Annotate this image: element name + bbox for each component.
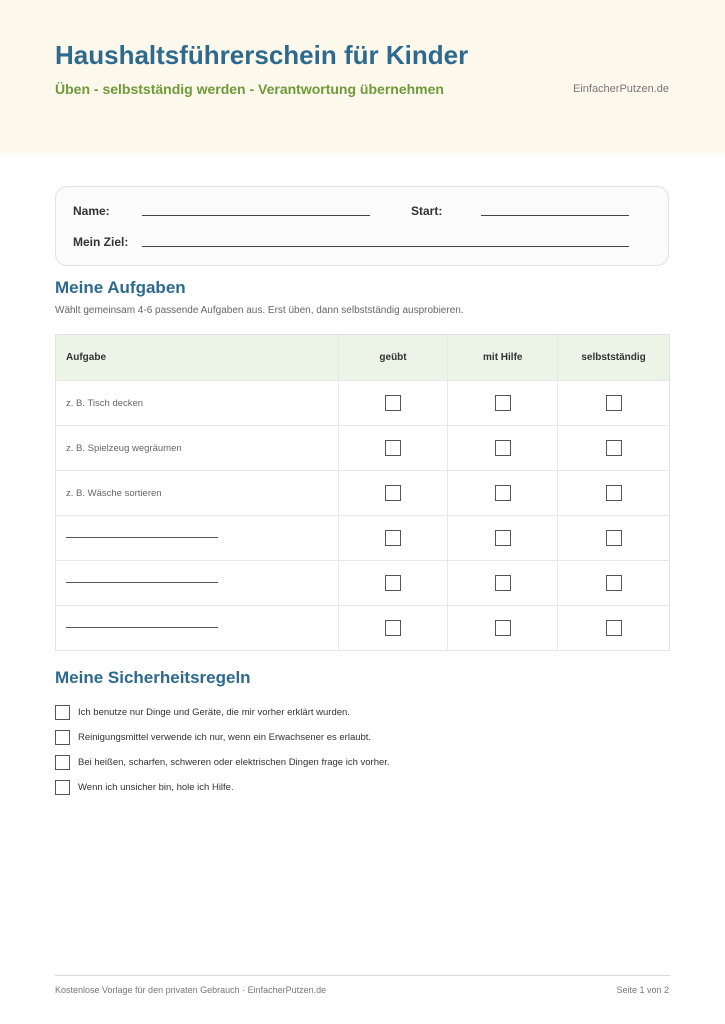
tasks-heading: Meine Aufgaben: [55, 278, 186, 297]
checkbox-with-help[interactable]: [495, 530, 511, 546]
column-header-with-help: mit Hilfe: [448, 335, 558, 381]
checkbox-independent[interactable]: [606, 395, 622, 411]
status-cell-independent: [558, 516, 670, 561]
brand-text: EinfacherPutzen.de: [572, 83, 669, 95]
checkbox-independent[interactable]: [606, 530, 622, 546]
rule-text: Wenn ich unsicher bin, hole ich Hilfe.: [78, 782, 234, 793]
checkbox-practiced[interactable]: [385, 530, 401, 546]
info-box: [55, 186, 669, 266]
goal-label: Mein Ziel:: [73, 235, 129, 249]
column-header-practiced: geübt: [338, 335, 448, 381]
checkbox-practiced[interactable]: [385, 575, 401, 591]
table-row: [56, 426, 670, 471]
safety-rule: [55, 730, 371, 745]
task-blank-line[interactable]: [66, 537, 218, 538]
name-label: Name:: [73, 204, 110, 218]
rule-checkbox[interactable]: [55, 780, 70, 795]
rule-checkbox[interactable]: [55, 755, 70, 770]
checkbox-practiced[interactable]: [385, 485, 401, 501]
footer-divider: [55, 975, 670, 976]
status-cell-with-help: [448, 516, 558, 561]
rules-heading: Meine Sicherheitsregeln: [55, 668, 251, 687]
status-cell-practiced: [338, 516, 448, 561]
task-cell: [56, 561, 339, 606]
rule-checkbox[interactable]: [55, 730, 70, 745]
start-label: Start:: [411, 204, 443, 218]
checkbox-practiced[interactable]: [385, 620, 401, 636]
status-cell-with-help: [448, 381, 558, 426]
table-row: [56, 381, 670, 426]
task-label: z. B. Spielzeug wegräumen: [66, 442, 182, 454]
table-row: [56, 516, 670, 561]
goal-field[interactable]: [142, 246, 629, 247]
checkbox-with-help[interactable]: [495, 485, 511, 501]
task-cell: [56, 516, 339, 561]
status-cell-with-help: [448, 606, 558, 651]
column-header-task: Aufgabe: [56, 335, 339, 381]
footer-note: Kostenlose Vorlage für den privaten Gebrauch · EinfacherPutzen.de: [55, 985, 327, 995]
rule-checkbox[interactable]: [55, 705, 70, 720]
status-cell-independent: [558, 426, 670, 471]
checkbox-independent[interactable]: [606, 575, 622, 591]
rule-text: Bei heißen, scharfen, schweren oder elektrischen Dingen frage ich vorher.: [78, 757, 390, 768]
task-label: z. B. Tisch decken: [66, 397, 144, 409]
task-cell: [56, 471, 339, 516]
status-cell-practiced: [338, 471, 448, 516]
checkbox-practiced[interactable]: [385, 395, 401, 411]
safety-rule: [55, 755, 390, 770]
safety-rule: [55, 780, 234, 795]
name-field[interactable]: [142, 215, 370, 216]
status-cell-independent: [558, 561, 670, 606]
checkbox-with-help[interactable]: [495, 440, 511, 456]
task-cell: [56, 426, 339, 471]
table-row: [56, 471, 670, 516]
status-cell-practiced: [338, 426, 448, 471]
page-title: Haushaltsführerschein für Kinder: [55, 40, 469, 70]
tasks-table: [55, 334, 670, 651]
status-cell-with-help: [448, 561, 558, 606]
task-blank-line[interactable]: [66, 582, 218, 583]
task-cell: [56, 606, 339, 651]
status-cell-practiced: [338, 561, 448, 606]
rule-text: Reinigungsmittel verwende ich nur, wenn ein Erwachsener es erlaubt.: [78, 732, 372, 743]
checkbox-with-help[interactable]: [495, 575, 511, 591]
status-cell-practiced: [338, 381, 448, 426]
tasks-table-header: [56, 335, 670, 381]
page-subtitle: Üben - selbstständig werden - Verantwortung übernehmen: [55, 81, 444, 97]
rule-text: Ich benutze nur Dinge und Geräte, die mir vorher erklärt wurden.: [78, 707, 350, 718]
status-cell-with-help: [448, 471, 558, 516]
table-row: [56, 606, 670, 651]
tasks-intro: Wählt gemeinsam 4-6 passende Aufgaben aus. Erst üben, dann selbstständig ausprobieren.: [55, 305, 464, 316]
checkbox-with-help[interactable]: [495, 620, 511, 636]
safety-rule: [55, 705, 350, 720]
status-cell-practiced: [338, 606, 448, 651]
table-row: [56, 561, 670, 606]
task-label: z. B. Wäsche sortieren: [66, 487, 162, 499]
task-blank-line[interactable]: [66, 627, 218, 628]
status-cell-independent: [558, 471, 670, 516]
column-header-independent: selbstständig: [558, 335, 670, 381]
checkbox-with-help[interactable]: [495, 395, 511, 411]
header-band: [0, 0, 725, 153]
checkbox-independent[interactable]: [606, 440, 622, 456]
checkbox-practiced[interactable]: [385, 440, 401, 456]
checkbox-independent[interactable]: [606, 620, 622, 636]
status-cell-independent: [558, 606, 670, 651]
checkbox-independent[interactable]: [606, 485, 622, 501]
start-field[interactable]: [481, 215, 629, 216]
task-cell: [56, 381, 339, 426]
status-cell-with-help: [448, 426, 558, 471]
page-number: Seite 1 von 2: [616, 985, 669, 995]
status-cell-independent: [558, 381, 670, 426]
